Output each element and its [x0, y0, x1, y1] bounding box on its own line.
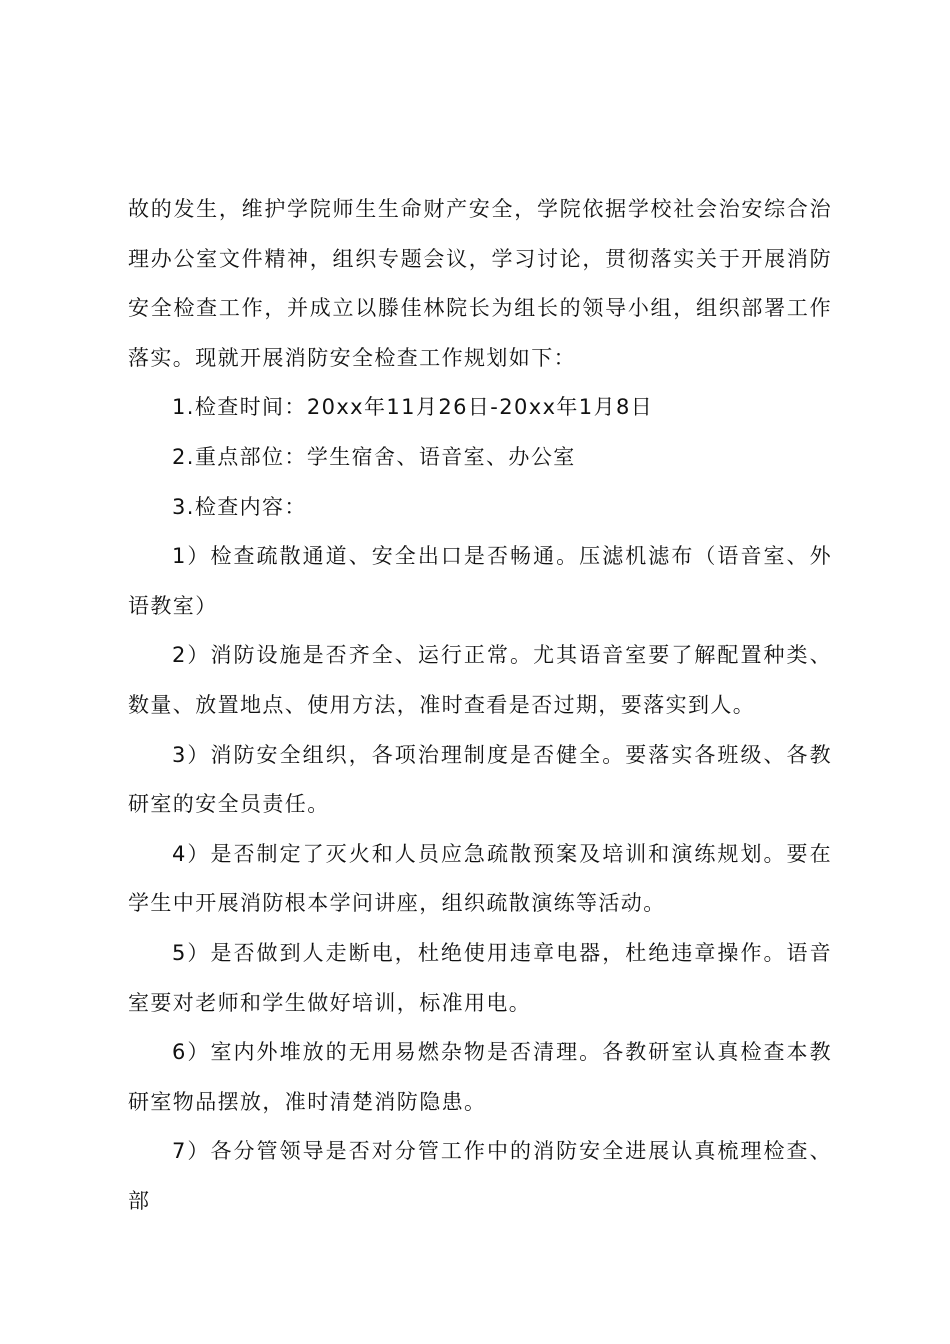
paragraph-intro-continued: 故的发生，维护学院师生生命财产安全，学院依据学校社会治安综合治理办公室文件精神，组织专题会议，学习讨论，贯彻落实关于开展消防安全检查工作，并成立以滕佳林院长为组长的领导小组，组织部署工作落实。现就开展消防安全检查工作规划如下：	[128, 197, 832, 370]
paragraph-item-6: 6）室内外堆放的无用易燃杂物是否清理。各教研室认真检查本教研室物品摆放，准时清楚消防隐患。	[128, 1040, 832, 1114]
paragraph-inspection-time: 1.检查时间：20xx年11月26日-20xx年1月8日	[172, 395, 654, 420]
paragraph-item-7: 7）各分管领导是否对分管工作中的消防安全进展认真梳理检查、部	[128, 1139, 832, 1213]
paragraph-item-1: 1）检查疏散通道、安全出口是否畅通。压滤机滤布（语音室、外语教室）	[128, 544, 832, 618]
paragraph-item-5: 5）是否做到人走断电，杜绝使用违章电器，杜绝违章操作。语音室要对老师和学生做好培训，标准用电。	[128, 940, 832, 1015]
paragraph-item-4: 4）是否制定了灭火和人员应急疏散预案及培训和演练规划。要在学生中开展消防根本学问讲座，组织疏散演练等活动。	[128, 841, 832, 916]
document-body	[128, 185, 832, 1226]
paragraph-inspection-content-heading: 3.检查内容：	[172, 494, 307, 519]
paragraph-item-2: 2）消防设施是否齐全、运行正常。尤其语音室要了解配置种类、数量、放置地点、使用方法，准时查看是否过期，要落实到人。	[128, 643, 832, 717]
paragraph-key-locations: 2.重点部位：学生宿舍、语音室、办公室	[172, 444, 576, 469]
paragraph-item-3: 3）消防安全组织，各项治理制度是否健全。要落实各班级、各教研室的安全员责任。	[128, 742, 832, 817]
